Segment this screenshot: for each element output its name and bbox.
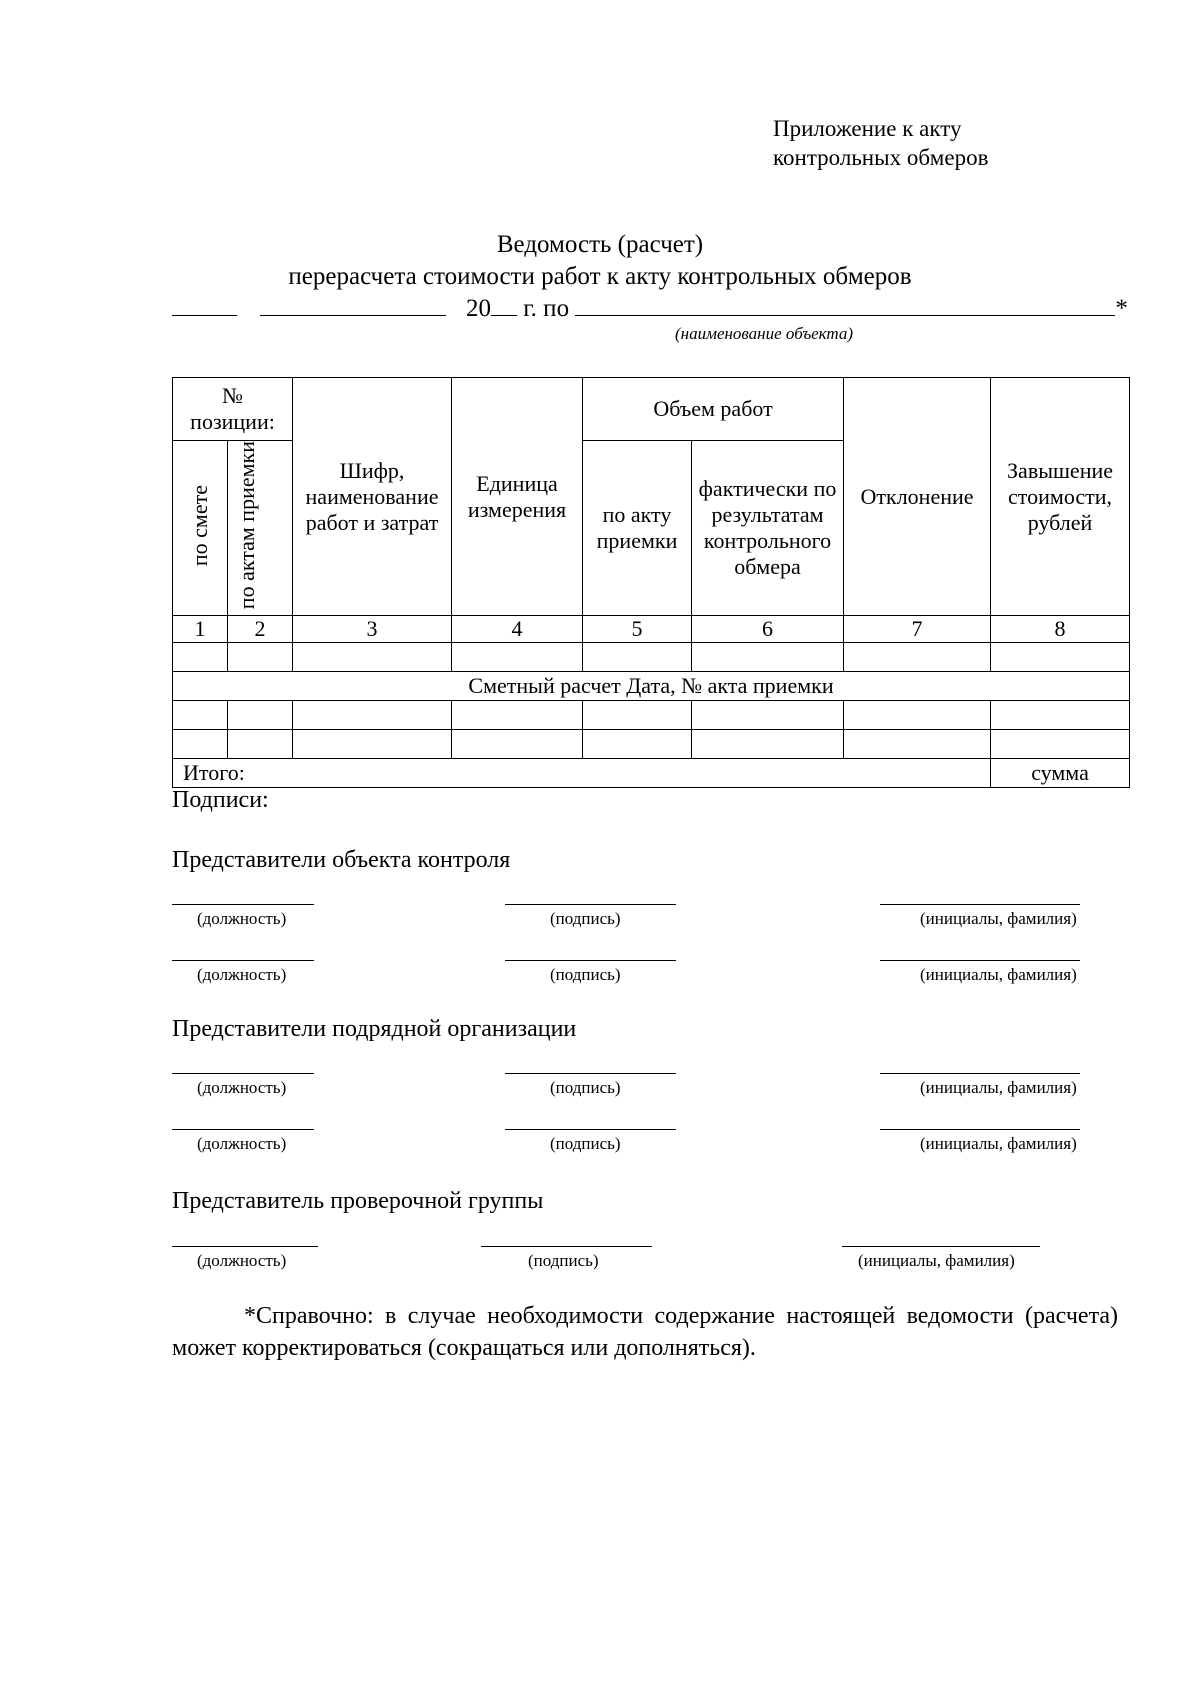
signature-line [505, 1129, 676, 1130]
signature-line [481, 1246, 652, 1247]
total-label: Итого: [173, 759, 991, 788]
column-number: 8 [991, 616, 1130, 643]
column-number: 6 [692, 616, 844, 643]
signature-line [505, 904, 676, 905]
column-number: 3 [293, 616, 452, 643]
name-hint: (инициалы, фамилия) [920, 965, 1077, 984]
column-numbers-row [173, 616, 1130, 643]
code-header: Шифр, наименование работ и затрат [293, 378, 452, 616]
appendix-note [773, 114, 988, 172]
object-name-blank [575, 291, 1115, 316]
overprice-header: Завышение стоимости, рублей [991, 378, 1130, 616]
name-line [880, 904, 1080, 905]
recalculation-table [172, 377, 1130, 788]
year-blank [491, 291, 517, 316]
table-row [173, 730, 1130, 759]
signature-hint: (подпись) [550, 965, 621, 984]
contractor-reps-heading: Представители подрядной организации [172, 1016, 577, 1042]
year-suffix: г. по [517, 295, 576, 322]
document-subtitle: перерасчета стоимости работ к акту контрольных обмеров [288, 263, 912, 290]
footnote [172, 1300, 1118, 1364]
signature-hint: (подпись) [550, 909, 621, 928]
unit-header: Единица измерения [452, 378, 583, 616]
column-number: 1 [173, 616, 228, 643]
name-hint: (инициалы, фамилия) [920, 909, 1077, 928]
signature-hint: (подпись) [550, 1078, 621, 1097]
column-number: 5 [583, 616, 692, 643]
by-acts-header: по актам приемки [228, 441, 293, 616]
column-number: 2 [228, 616, 293, 643]
signatures-heading: Подписи: [172, 787, 269, 813]
signature-hint: (подпись) [528, 1251, 599, 1270]
object-name-hint: (наименование объекта) [675, 324, 854, 343]
position-hint: (должность) [197, 965, 287, 984]
volume-header: Объем работ [583, 378, 844, 441]
position-header: № позиции: [173, 378, 293, 441]
table-row [173, 643, 1130, 672]
position-line [172, 960, 314, 961]
deviation-header: Отклонение [844, 378, 991, 616]
object-reps-heading: Представители объекта контроля [172, 847, 511, 873]
total-value: сумма [991, 759, 1130, 788]
position-line [172, 904, 314, 905]
appendix-line-1: Приложение к акту [773, 116, 962, 141]
footnote-text: *Справочно: в случае необходимости содержание настоящей ведомости (расчета) может корректироваться (сокращаться или дополняться). [172, 1303, 1118, 1361]
position-hint: (должность) [197, 909, 287, 928]
document-title: Ведомость (расчет) [496, 231, 704, 258]
name-hint: (инициалы, фамилия) [920, 1134, 1077, 1153]
month-blank [260, 291, 446, 316]
date-object-line [172, 291, 1128, 323]
signature-line [505, 1073, 676, 1074]
name-line [880, 1129, 1080, 1130]
position-line [172, 1073, 314, 1074]
position-line [172, 1246, 318, 1247]
day-blank [172, 291, 237, 316]
section-row: Сметный расчет Дата, № акта приемки [173, 672, 1130, 701]
name-line [880, 960, 1080, 961]
name-hint: (инициалы, фамилия) [858, 1251, 1015, 1270]
appendix-line-2: контрольных обмеров [773, 145, 989, 170]
position-hint: (должность) [197, 1251, 287, 1270]
position-line [172, 1129, 314, 1130]
audit-rep-heading: Представитель проверочной группы [172, 1188, 544, 1214]
column-number: 7 [844, 616, 991, 643]
actual-measure-header: фактически по результатам контрольного обмера [692, 441, 844, 616]
position-hint: (должность) [197, 1078, 287, 1097]
name-line [842, 1246, 1040, 1247]
signature-line [505, 960, 676, 961]
table-row [173, 701, 1130, 730]
name-hint: (инициалы, фамилия) [920, 1078, 1077, 1097]
position-hint: (должность) [197, 1134, 287, 1153]
by-act-header: по акту приемки [583, 441, 692, 616]
by-estimate-header: по смете [173, 441, 228, 616]
signature-hint: (подпись) [550, 1134, 621, 1153]
name-line [880, 1073, 1080, 1074]
column-number: 4 [452, 616, 583, 643]
asterisk-mark: * [1115, 295, 1128, 322]
year-prefix: 20 [466, 295, 491, 322]
